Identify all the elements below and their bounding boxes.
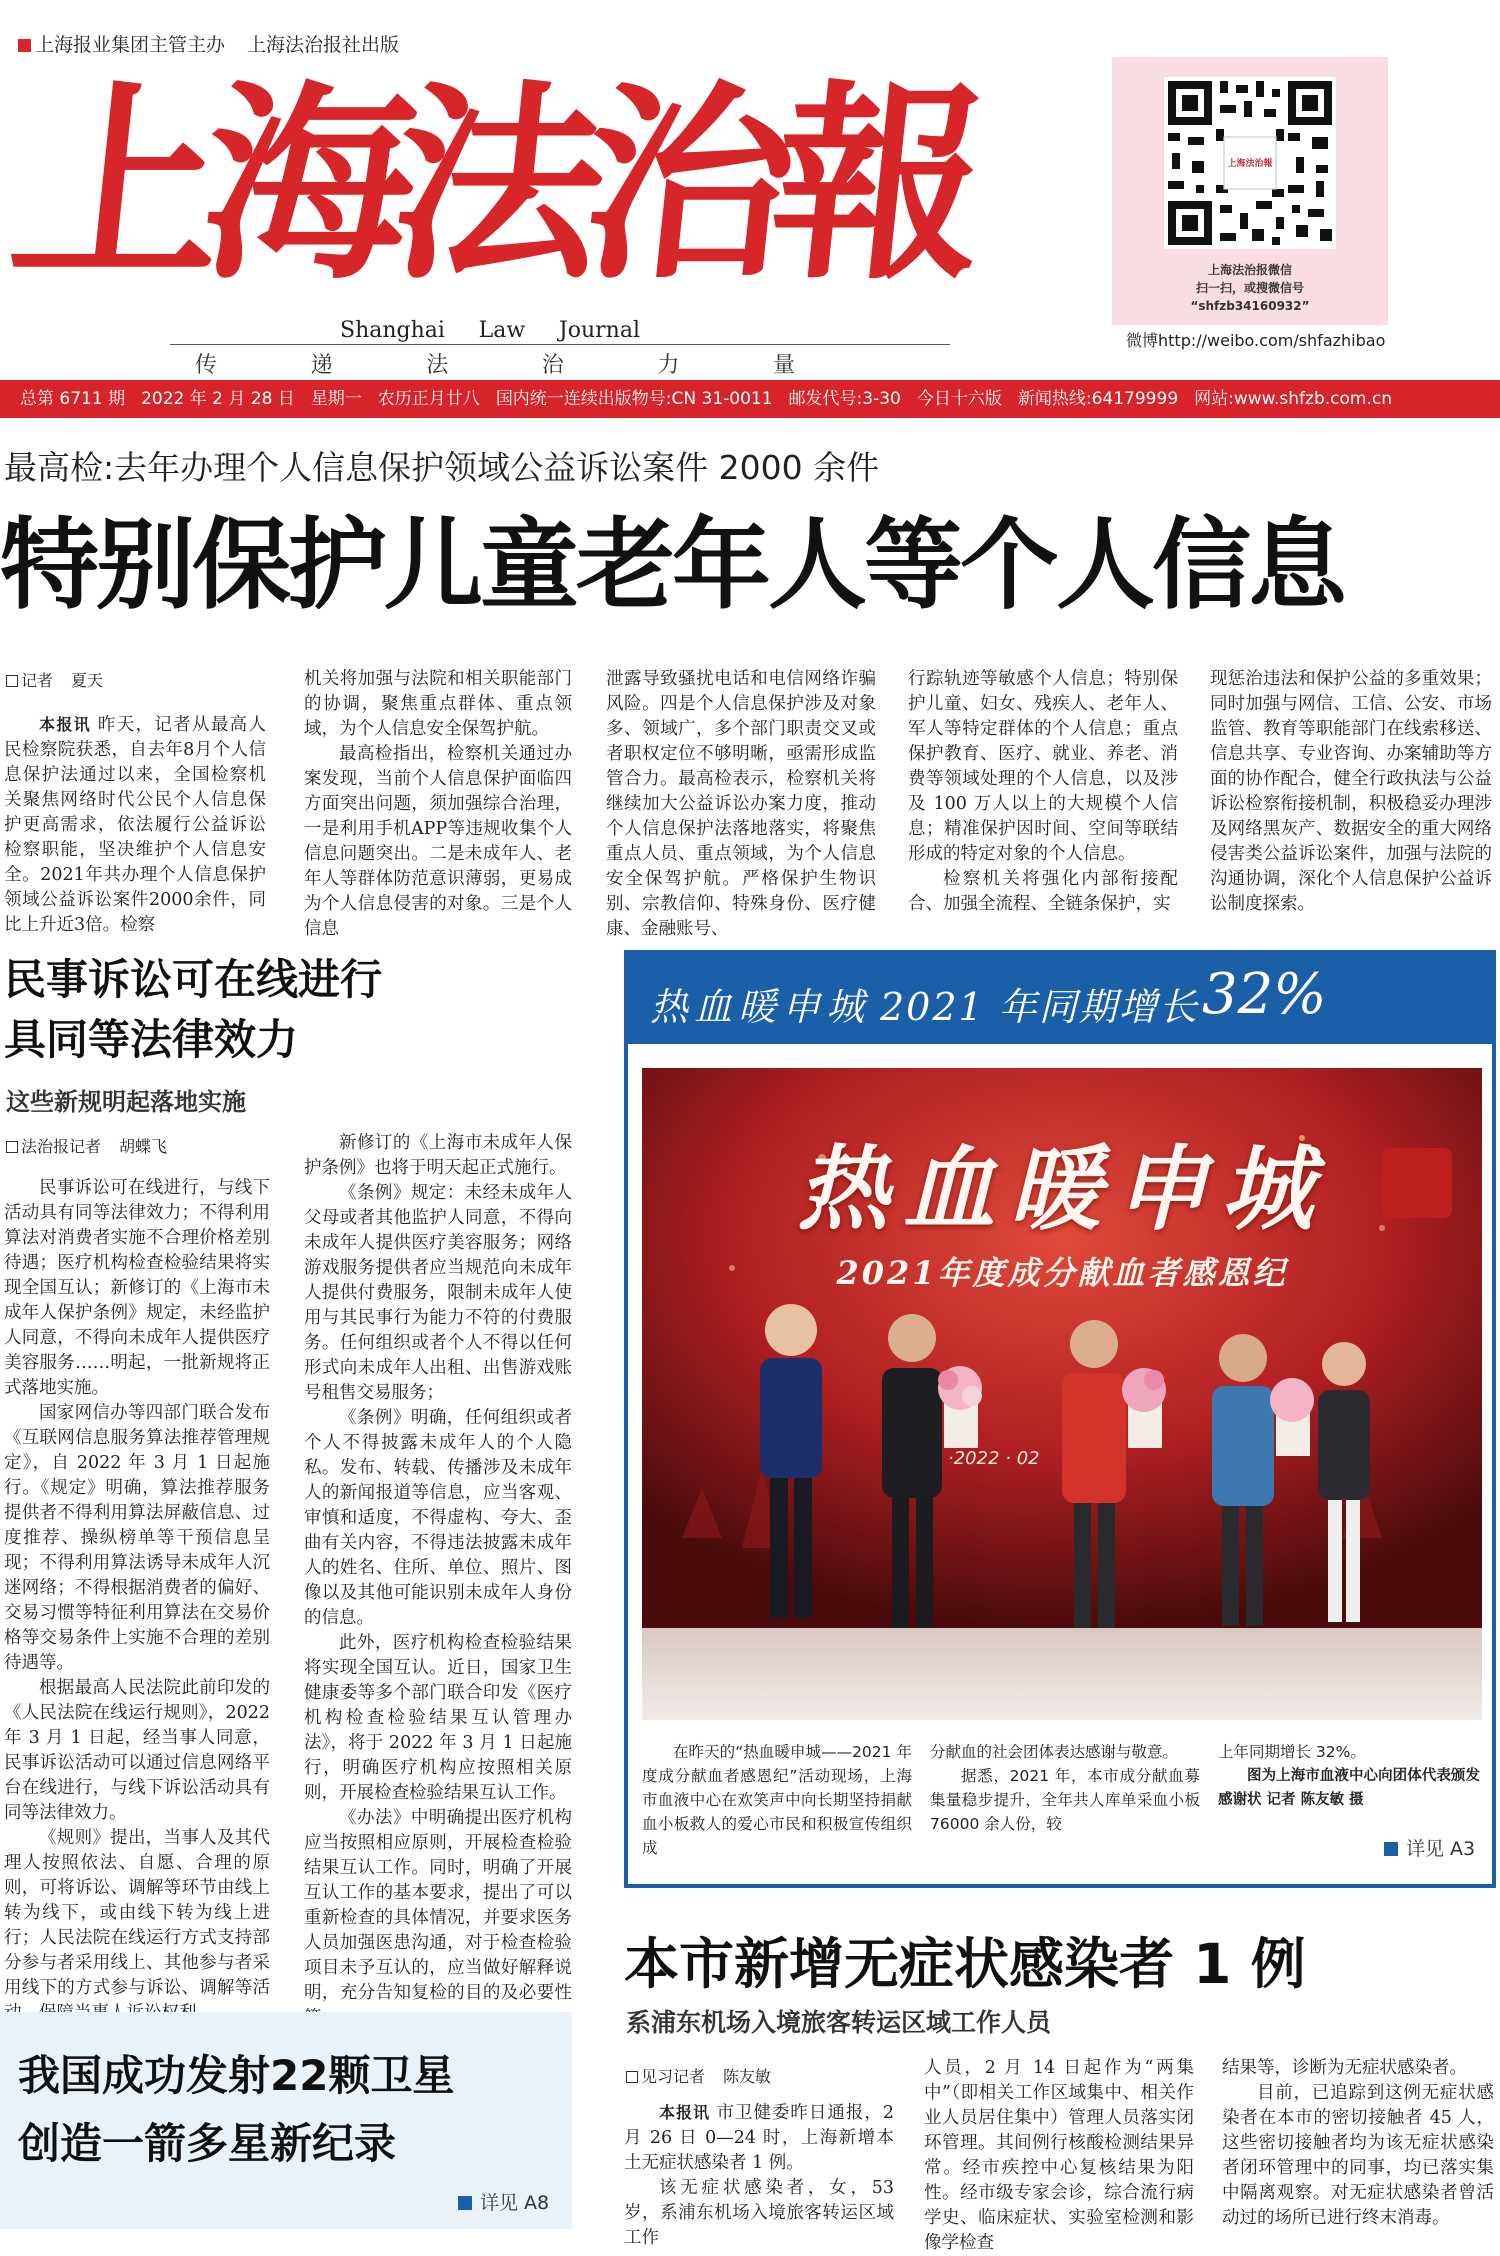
civil-column-2 [304, 1131, 572, 2003]
info-bar [0, 380, 1500, 418]
paragraph: 机关将加强与法院和相关职能部门的协调，聚焦重点群体、重点领域，为个人信息安全保驾护航。 [304, 669, 572, 739]
paragraph: 现惩治违法和保护公益的多重效果；同时加强与网信、工信、公安、市场监管、教育等职能部门在线索移送、信息共享、专业咨询、办案辅助等方面的协作配合，健全行政执法与公益诉讼检察衔接机制，积极稳妥办理涉及网络黑灰产、数据安全的重大网络侵害类公益诉讼案件，加强与法院的沟通协调，深化个人信息保护公益诉讼制度探索。 [1210, 669, 1492, 914]
covid-headline: 本市新增无症状感染者 1 例 [624, 1932, 1306, 1996]
lunar-date: 农历正月廿八 [377, 389, 480, 409]
feature-see-ref[interactable] [1384, 1834, 1475, 1861]
civil-headline [4, 950, 382, 1070]
photo-credit: 图为上海市血液中心向团体代表颁发感谢状 记者 陈友敏 摄 [1218, 1768, 1480, 1808]
paragraph: 《办法》中明确提出医疗机构应当按照相应原则，开展检查检验结果互认工作。同时，明确了开展互认工作的基本要求，提出了可以重新检查的具体情况，并要求医务人员加强医患沟通，对于检查检验项目未予互认的，应当做好解释说明，充分告知复检的目的及必要性 [304, 1808, 572, 2003]
title-char: 海 [191, 61, 422, 308]
paragraph: 此外，医疗机构检查检验结果将实现全国互认。近日，国家卫生健康委等多个部门联合印发《医疗机构检查检验结果互认管理办法》，将于 2022 年 3 月 1 日起施行，明确医疗机构应按照相关原则，开展检查检验结果互认工作。 [304, 1633, 572, 1803]
english-word: Law [478, 318, 526, 343]
byline-role: 见习记者 [641, 2067, 706, 2086]
civil-byline [6, 1134, 167, 1157]
english-word: Journal [558, 318, 640, 343]
caption-text: 分献血的社会团体表达感谢与敬意。 [930, 1743, 1179, 1761]
paragraph: 人员，2 月 14 日起作为“两集中”（即相关工作区域集中、相关作业人员居住集中）管理人员落实闭环管理。其间例行核酸检测结果异常。经市疾控中心复核结果为阳性。经市级专家会诊，综合流行病学史、临床症状、实验室检测和影像学检查 [924, 2058, 1194, 2253]
page-count: 今日十六版 [916, 389, 1002, 409]
caption-column-2 [930, 1740, 1200, 1836]
dateline: 本报讯 [659, 2103, 710, 2122]
issue-date: 2022 年 2 月 28 日 [141, 389, 295, 409]
civil-subhead: 这些新规明起落地实施 [6, 1088, 246, 1116]
headline-line: 具同等法律效力 [4, 1015, 299, 1064]
feature-title-bar [628, 954, 1492, 1044]
qr-caption-line: 上海法治报微信 [1207, 263, 1292, 277]
feature-title-mid: 2021 年同期增长 [880, 985, 1199, 1029]
paragraph: 《条例》明确，任何组织或者个人不得披露未成年人的个人隐私。发布、转载、传播涉及未成年人的新闻报道等信息，应当客观、审慎和适度，不得虚构、夸大、歪曲有关内容，不得违法披露未成年人的姓名、住所、单位、照片、图像以及其他可能识别未成年人身份的信息。 [304, 1408, 572, 1628]
paragraph: 《规则》提出，当事人及其代理人按照依法、自愿、合理的原则，可将诉讼、调解等环节由线上转为线下，或由线下转为线上进行；人民法院在线运行方式支持部分参与者采用线上、其他参与者采用线下的方式参与诉讼、调解等活 [4, 1828, 270, 1998]
lead-kicker: 最高检:去年办理个人信息保护领域公益诉讼案件 2000 余件 [4, 448, 880, 487]
covid-column-2 [924, 2056, 1194, 2253]
masthead-title [1, 60, 992, 310]
covid-column-1 [624, 2100, 894, 2248]
weekday: 星期一 [310, 389, 362, 409]
cn-number: 国内统一连续出版物号:CN 31-0011 [495, 389, 773, 409]
paragraph: 行踪轨迹等敏感个人信息；特别保护儿童、妇女、残疾人、老年人、军人等特定群体的个人信息；重点保护教育、医疗、就业、养老、消费等领域处理的个人信息，以及涉及 100 万人以上的大规模个人信息；精准保护因时间、空间等联结形成的特定对象的个人信息。 [908, 669, 1178, 864]
caption-text: 上年同期增长 32%。 [1218, 1743, 1366, 1761]
slogan [195, 348, 795, 379]
slogan-char: 法 [426, 353, 449, 378]
lead-byline [6, 668, 103, 691]
blue-square-icon [1384, 1842, 1398, 1856]
paragraph: 新修订的《上海市未成年人保护条例》也将于明天起正式施行。 [304, 1133, 572, 1178]
stage-sub-text: 2021年度成分献血者感恩纪 [836, 1254, 1288, 1292]
english-word: Shanghai [340, 318, 445, 343]
english-name [340, 318, 640, 343]
headline-line: 创造一箭多星新纪录 [18, 2119, 397, 2168]
paragraph: 《条例》规定：未经未成年人父母或者其他监护人同意，不得向未成年人提供医疗美容服务；网络游戏服务提供者应当规范向未成年人提供付费服务，限制未成年人使用与其民事行为能力不符的付费服务。任何组织或者个人不得以任何形式向未成年人出租、出售游戏账号租售交易服务； [304, 1183, 572, 1403]
qr-code[interactable] [1164, 77, 1336, 249]
publisher-text: 上海法治报社出版 [247, 34, 400, 56]
stage-small-text: ·2022 · 02 [948, 1448, 1040, 1469]
feature-title-pct: 32% [1202, 962, 1327, 1027]
issue-number: 总第 6711 期 [20, 389, 126, 409]
slogan-char: 传 [195, 353, 218, 378]
qr-center-logo: 上海法治報 [1227, 159, 1273, 169]
masthead-rule [170, 344, 950, 345]
covid-subhead: 系浦东机场入境旅客转运区域工作人员 [626, 2008, 1052, 2037]
event-photo [642, 1068, 1482, 1720]
qr-caption-line: “shfzb34160932” [1190, 299, 1310, 313]
masthead-sponsor-line [18, 30, 399, 57]
see-ref-text: 详见 A3 [1406, 1838, 1476, 1860]
paragraph: 民事诉讼可在线进行，与线下活动具有同等法律效力；不得利用算法对消费者实施不合理价格差别待遇；医疗机构检查检验结果将实现全国互认；新修订的《上海市未成年人保护条例》规定，未经监护人同意，不得向未成年人提供医疗美容服务……明起，一批新规将正式落地实施。 [4, 1178, 270, 1398]
civil-column-1 [4, 1176, 270, 1998]
slogan-char: 量 [772, 353, 795, 378]
qr-caption [1112, 261, 1388, 315]
paragraph: 国家网信办等四部门联合发布《互联网信息服务算法推荐管理规定》，自 2022 年 3 月 1 日起施行。《规定》明确，算法推荐服务提供者不得利用算法屏蔽信息、过度推荐、操纵榜单等干预信息呈现；不得利用算法诱导未成年人沉迷网络；不得根据消费者的偏好、交易习惯等特征利用算法在交易价格等交易条件上实施不合理的差别待遇等。 [4, 1403, 270, 1673]
feature-title-main: 热血暖申城 [650, 985, 871, 1029]
caption-column-1 [642, 1740, 912, 1860]
dateline: 本报讯 [39, 715, 91, 734]
headline-line: 民事诉讼可在线进行 [4, 955, 383, 1004]
blue-square-icon [458, 2196, 472, 2210]
satellite-panel[interactable] [0, 2012, 572, 2229]
paragraph: 昨天，记者从最高人民检察院获悉，自去年8月个人信息保护法通过以来，全国检察机关聚焦网络时代公民个人信息保护更高需求，依法履行公益诉讼检察职能，坚决维护个人信息安全。2021年共办理个人信息保护领域公益诉讼案件2000余件，同比上升近3倍。检察 [4, 715, 266, 935]
lead-column-5 [1210, 667, 1492, 914]
paragraph: 目前，已追踪到这例无症状感染者在本市的密切接触者 45 人，这些密切接触者均为该无症状感染者闭环管理中的同事，均已落实集中隔离观察。对无症状感染者曾活动过的场所已进行终末消毒。 [1222, 2083, 1494, 2228]
qr-panel [1112, 57, 1388, 325]
paragraph: 泄露导致骚扰电话和电信网络诈骗风险。四是个人信息保护涉及对象多、领域广，多个部门职责交叉或者职权定位不够明晰，亟需形成监管合力。最高检表示，检察机关将继续加大公益诉讼办案力度，推动个人信息保护法落地落实，将聚焦重点人员、重点领域，为个人信息安全保驾护航。严格保护生物识别、宗教信仰、特殊身份、医疗健康、金融账号、 [606, 669, 876, 939]
title-char: 法 [381, 61, 612, 308]
news-hotline: 新闻热线:64179999 [1017, 389, 1179, 409]
lead-column-1 [4, 712, 266, 935]
lead-column-4 [908, 667, 1178, 914]
slogan-char: 递 [310, 353, 333, 378]
paragraph: 结果等，诊断为无症状感染者。 [1222, 2058, 1467, 2078]
byline-role: 记者 [21, 671, 54, 690]
caption-column-3 [1218, 1740, 1480, 1812]
red-square-icon [18, 39, 31, 52]
headline-line: 我国成功发射22颗卫星 [18, 2051, 455, 2100]
paragraph: 最高检指出，检察机关通过办案发现，当前个人信息保护面临四方面突出问题，须加强综合治理，一是利用手机APP等违规收集个人信息问题突出。二是未成年人、老年人等群体防范意识薄弱，更易成为个人信息侵害的对象。三是个人信息 [304, 744, 572, 939]
slogan-char: 治 [541, 353, 564, 378]
qr-caption-line: 扫一扫，或搜微信号 [1195, 281, 1304, 295]
weibo-link[interactable]: 微博http://weibo.com/shfazhibao [1126, 331, 1386, 350]
lead-column-2 [304, 667, 572, 939]
paragraph: 根据最高人民法院此前印发的《人民法院在线运行规则》，2022 年 3 月 1 日起，经当事人同意，民事诉讼活动可以通过信息网络平台在线进行，与线下诉讼活动具有同等法律效力。 [4, 1678, 270, 1823]
title-char: 治 [571, 61, 802, 308]
photo-feature-box [624, 950, 1496, 1888]
postal-code: 邮发代号:3-30 [788, 389, 901, 409]
slogan-char: 力 [657, 353, 680, 378]
title-char: 報 [761, 61, 992, 308]
byline-name: 夏天 [71, 671, 104, 690]
covid-column-3 [1222, 2056, 1494, 2226]
paragraph: 市卫健委昨日通报，2 月 26 日 0—24 时，上海新增本土无症状感染者 1 例。 [624, 2103, 894, 2173]
byline-role: 法治报记者 [21, 1137, 102, 1156]
lead-headline: 特别保护儿童老年人等个人信息 [0, 508, 1344, 623]
sponsor-text: 上海报业集团主管主办 [35, 34, 226, 56]
website[interactable]: 网站:www.shfzb.com.cn [1194, 389, 1392, 409]
satellite-headline [18, 2042, 454, 2178]
caption-text: 在昨天的“热血暖申城——2021 年度成分献血者感恩纪”活动现场，上海市血液中心在欢笑声中向长期坚持捐献血小板救人的爱心市民和积极宣传组织成 [642, 1743, 912, 1857]
paragraph: 该无症状感染者，女，53 岁，系浦东机场入境旅客转运区域工作 [624, 2178, 894, 2248]
byline-name: 胡蝶飞 [119, 1137, 168, 1156]
covid-byline [626, 2064, 771, 2087]
title-char: 上 [1, 61, 232, 308]
paragraph: 检察机关将强化内部衔接配合、加强全流程、全链条保护，实 [908, 869, 1178, 914]
lead-column-3 [606, 667, 876, 939]
stage-main-text: 热血暖申城 [796, 1135, 1327, 1243]
see-ref-text: 详见 A8 [480, 2192, 550, 2214]
byline-name: 陈友敏 [723, 2067, 772, 2086]
caption-text: 据悉，2021 年，本市成分献血募集量稳步提升，全年共人库单采血小板 76000 余人份，较 [930, 1767, 1200, 1833]
satellite-see-ref[interactable] [458, 2188, 549, 2215]
